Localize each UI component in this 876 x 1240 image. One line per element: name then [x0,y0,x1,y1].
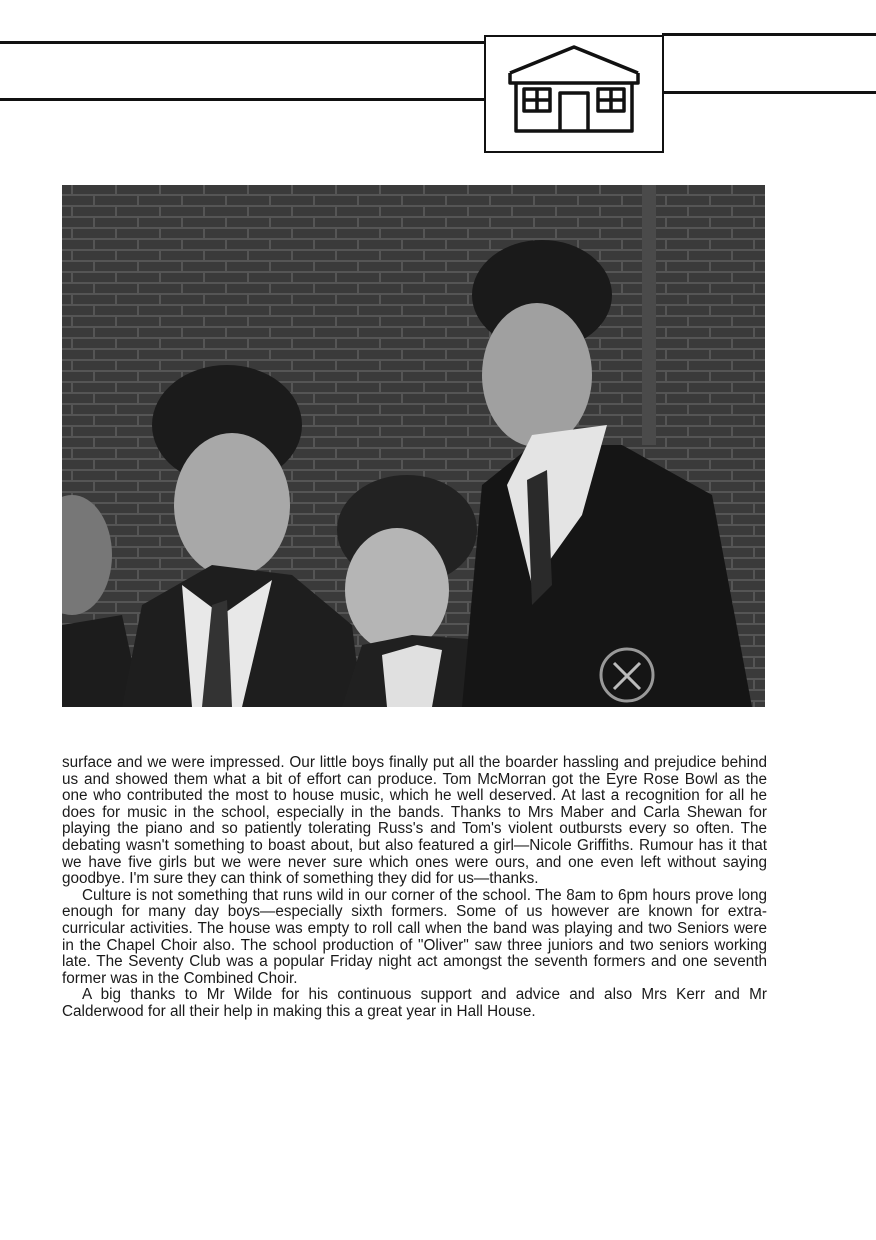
paragraph-1: surface and we were impressed. Our little boys finally put all the boarder hassling and prejudice behind us and showed them what a bit of effort can produce. Tom McMorran got the Eyre Rose Bowl as the one who contributed the most to house music, which he well deserved. At last a recognition for all he does for music in the school, especially in the bands. Thanks to Mrs Maber and Carla Shewan for playing the piano and so patiently tolerating Russ's and Tom's violent outbursts every so often. The debating wasn't something to boast about, but also featured a girl—Nicole Griffiths. Rumour has it that we have five girls but we were never sure which ones were ours, and one even left without saying goodbye. I'm sure they can think of something they did for us—thanks. [62,754,767,888]
photo-boys-singing [62,185,765,707]
house-icon [506,43,642,135]
bottom-rule-right [662,91,876,94]
bottom-rule-left [0,98,486,101]
top-rule-right [662,33,876,36]
paragraph-3: A big thanks to Mr Wilde for his continuous support and advice and also Mrs Kerr and Mr Calderwood for all their help in making this a great year in Hall House. [62,986,767,1020]
top-rule-left [0,41,486,44]
house-emblem [484,35,664,153]
article-body [62,755,767,1021]
paragraph-2: Culture is not something that runs wild in our corner of the school. The 8am to 6pm hours prove long enough for many day boys—especially sixth formers. Some of us however are known for extra-curricular activities. The house was empty to roll call when the band was playing and two Seniors were in the Chapel Choir also. The school production of "Oliver" saw three juniors and two seniors working late. The Seventy Club was a popular Friday night act amongst the seventh formers and one seventh former was in the Combined Choir. [62,886,767,987]
